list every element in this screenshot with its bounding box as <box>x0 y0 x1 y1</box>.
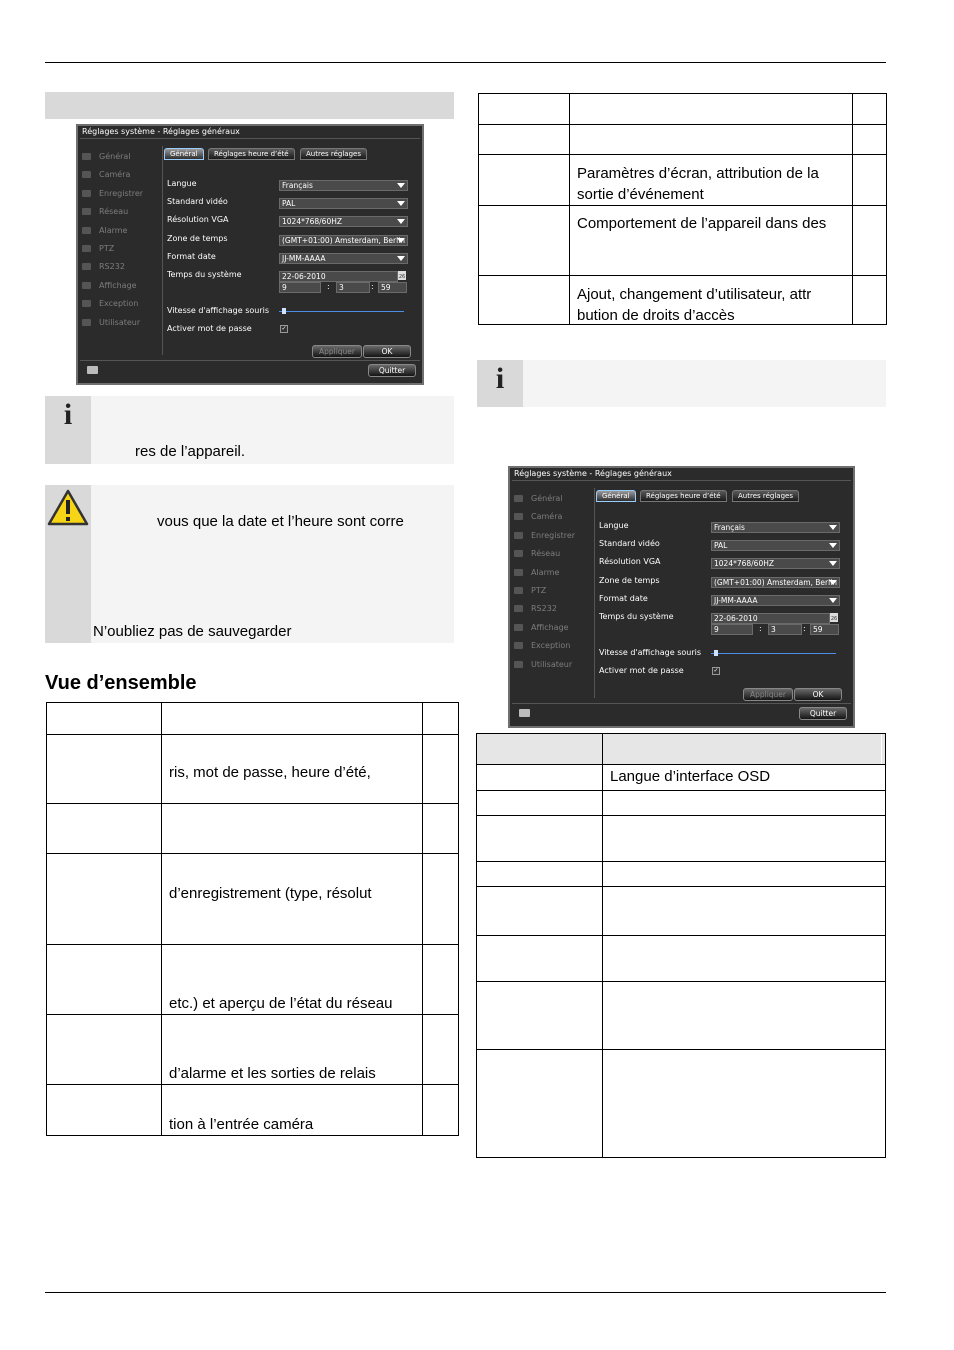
category-table <box>478 93 887 325</box>
minute-spinner[interactable]: 3 <box>336 282 370 293</box>
sidebar-item-icon <box>82 153 91 160</box>
sidebar-item-icon <box>514 605 523 612</box>
password-checkbox[interactable]: ✓ <box>281 325 287 332</box>
sidebar-divider <box>594 488 595 698</box>
tab-1[interactable]: Réglages heure d’été <box>208 148 295 160</box>
header-rule <box>45 62 886 63</box>
time-separator: : <box>371 282 374 291</box>
settings-screenshot-1 <box>76 124 424 385</box>
sidebar-item-icon <box>514 513 523 520</box>
sidebar-item-label: Général <box>99 152 131 161</box>
quit-button[interactable]: Quitter <box>368 364 416 377</box>
field-label: Langue <box>167 179 197 188</box>
sidebar-item[interactable] <box>82 299 138 308</box>
sidebar-item[interactable] <box>82 281 137 290</box>
sidebar-item[interactable] <box>514 531 575 540</box>
sidebar-item-label: Affichage <box>531 622 569 632</box>
field-label: Standard vidéo <box>167 197 228 207</box>
quit-button[interactable]: Quitter <box>799 707 847 720</box>
info-notice-2 <box>477 360 886 407</box>
chevron-down-icon <box>829 580 837 585</box>
sidebar-item[interactable] <box>82 170 130 179</box>
sidebar-item[interactable] <box>514 494 563 503</box>
chevron-down-icon <box>397 219 405 224</box>
tab-2[interactable]: Autres réglages <box>732 490 799 502</box>
field-label: Standard vidéo <box>599 539 660 549</box>
settings-screenshot-2 <box>508 466 855 728</box>
field-label: Format date <box>167 251 216 261</box>
sidebar-item[interactable] <box>514 623 569 632</box>
sidebar-item[interactable] <box>514 549 560 558</box>
table-cell: Langue d’interface OSD <box>610 768 771 785</box>
apply-button[interactable]: Appliquer <box>743 688 793 701</box>
settings-table <box>476 733 886 1158</box>
sidebar-item-icon <box>514 532 523 539</box>
chevron-down-icon <box>397 201 405 206</box>
chevron-down-icon <box>397 256 405 261</box>
sidebar-item-icon <box>82 190 91 197</box>
sidebar-item-label: Enregistrer <box>99 188 144 198</box>
warning-notice-text-2: N’oubliez pas de sauvegarder <box>93 623 292 640</box>
sidebar-item-icon <box>82 245 91 252</box>
title-divider <box>512 480 851 481</box>
ok-button[interactable]: OK <box>363 345 411 358</box>
sidebar-item[interactable] <box>514 586 546 595</box>
field-label: Résolution VGA <box>599 557 661 567</box>
sidebar-item[interactable] <box>82 262 125 271</box>
table-cell: tion à l’entrée caméra <box>169 1116 314 1133</box>
field-label: Activer mot de passe <box>599 666 684 675</box>
field-label: Temps du système <box>599 612 674 621</box>
chevron-down-icon <box>829 561 837 566</box>
sidebar-item[interactable] <box>514 660 572 669</box>
table-cell: ris, mot de passe, heure d’été, <box>169 764 371 781</box>
sidebar-item-icon <box>514 495 523 502</box>
sidebar-item-label: Enregistrer <box>531 530 576 540</box>
tab-2[interactable]: Autres réglages <box>300 148 367 160</box>
sidebar-item[interactable] <box>82 244 114 253</box>
sidebar-item[interactable] <box>82 207 128 216</box>
warning-notice <box>45 485 454 643</box>
field-label: Format date <box>599 593 648 603</box>
settings-table-header <box>477 734 885 764</box>
table-cell: d’alarme et les sorties de relais <box>169 1065 376 1082</box>
mouse-speed-slider[interactable] <box>279 311 404 312</box>
sidebar-item-icon <box>82 282 91 289</box>
sidebar-item-label: PTZ <box>531 586 547 595</box>
second-spinner[interactable]: 59 <box>810 624 839 635</box>
field-select[interactable]: Français <box>279 180 408 191</box>
slider-handle[interactable] <box>282 308 286 314</box>
sidebar-item[interactable] <box>82 189 143 198</box>
field-select[interactable]: JJ-MM-AAAA <box>279 253 408 264</box>
sidebar-item-label: Alarme <box>99 225 128 235</box>
sidebar-item-icon <box>514 587 523 594</box>
table-cell: Paramètres d’écran, attribution de la sortie d’événement <box>577 165 819 203</box>
table-cell: Comportement de l’appareil dans des <box>577 215 827 232</box>
sidebar-item-label: PTZ <box>99 244 115 253</box>
field-label: Vitesse d'affichage souris <box>599 648 702 657</box>
sidebar-item-label: Réseau <box>99 207 129 217</box>
sidebar-item-label: Exception <box>99 299 139 309</box>
sidebar-item[interactable] <box>514 604 557 613</box>
sidebar-item-label: Utilisateur <box>531 659 573 669</box>
warning-notice-text-1: vous que la date et l’heure sont corre <box>157 513 404 530</box>
sidebar-item[interactable] <box>82 152 131 161</box>
tab-0[interactable]: Général <box>596 490 636 502</box>
ok-button[interactable]: OK <box>794 688 842 701</box>
field-label: Résolution VGA <box>167 215 229 225</box>
field-select[interactable]: 1024*768/60HZ <box>711 558 840 569</box>
field-label: Vitesse d'affichage souris <box>167 306 270 315</box>
sidebar-item-label: Alarme <box>531 567 560 577</box>
sidebar-item-icon <box>82 263 91 270</box>
time-separator: : <box>759 624 762 633</box>
date-field[interactable]: 22-06-2010 <box>279 271 398 282</box>
section-heading-bar <box>45 92 454 119</box>
minute-spinner[interactable]: 3 <box>768 624 802 635</box>
sidebar-item-label: Utilisateur <box>99 317 141 327</box>
sidebar-item-label: Caméra <box>531 512 563 522</box>
sidebar-item[interactable] <box>82 318 140 327</box>
slider-handle[interactable] <box>714 650 718 656</box>
chevron-down-icon <box>397 238 405 243</box>
sidebar-item-icon <box>514 550 523 557</box>
info-notice <box>45 396 454 464</box>
overview-table <box>46 702 459 1136</box>
section-heading: Vue d’ensemble <box>45 672 197 694</box>
calendar-icon[interactable]: 26 <box>830 613 838 622</box>
field-label: Temps du système <box>167 270 242 279</box>
sidebar-item-label: RS232 <box>531 604 557 614</box>
field-label: Zone de temps <box>599 575 660 585</box>
sidebar-item-icon <box>82 300 91 307</box>
field-label: Zone de temps <box>167 233 228 243</box>
field-select[interactable]: PAL <box>711 540 840 551</box>
calendar-icon[interactable]: 26 <box>398 271 406 280</box>
chevron-down-icon <box>829 525 837 530</box>
sidebar-item-label: RS232 <box>99 262 125 272</box>
footer-divider <box>80 360 420 361</box>
warning-icon <box>47 489 89 527</box>
time-separator: : <box>327 282 330 291</box>
info-icon: i <box>495 362 505 395</box>
sidebar-item-icon <box>514 624 523 631</box>
apply-button[interactable]: Appliquer <box>312 345 362 358</box>
field-select[interactable]: 1024*768/60HZ <box>279 216 408 227</box>
sidebar-item-icon <box>82 208 91 215</box>
sidebar-item[interactable] <box>514 568 559 577</box>
sidebar-item-label: Caméra <box>99 170 131 180</box>
info-notice-text: res de l’appareil. <box>135 443 246 460</box>
sidebar-item-icon <box>82 319 91 326</box>
sidebar-item-icon <box>514 569 523 576</box>
field-select[interactable]: PAL <box>279 198 408 209</box>
sidebar-item[interactable] <box>82 226 127 235</box>
second-spinner[interactable]: 59 <box>378 282 407 293</box>
hour-spinner[interactable]: 9 <box>279 282 321 293</box>
sidebar-item-label: Réseau <box>531 549 561 559</box>
table-cell: d’enregistrement (type, résolut <box>169 885 372 902</box>
table-cell: etc.) et aperçu de l’état du réseau <box>169 995 393 1012</box>
chevron-down-icon <box>397 183 405 188</box>
chevron-down-icon <box>829 598 837 603</box>
table-cell: Ajout, changement d’utilisateur, attr bution de droits d’accès <box>577 286 812 324</box>
window-title: Réglages système - Réglages généraux <box>514 469 672 478</box>
sidebar-item-label: Exception <box>531 641 571 651</box>
window-title: Réglages système - Réglages généraux <box>82 127 240 136</box>
footer-icon[interactable] <box>87 366 98 374</box>
field-label: Langue <box>599 521 629 530</box>
date-field[interactable]: 22-06-2010 <box>711 613 830 624</box>
field-label: Activer mot de passe <box>167 324 252 333</box>
sidebar-item-icon <box>514 661 523 668</box>
footer-divider <box>512 703 851 704</box>
field-select[interactable]: (GMT+01:00) Amsterdam, Berlin <box>711 577 840 588</box>
tab-1[interactable]: Réglages heure d’été <box>640 490 727 502</box>
time-separator: : <box>803 624 806 633</box>
sidebar-item[interactable] <box>514 512 562 521</box>
tab-0[interactable]: Général <box>164 148 204 160</box>
sidebar-item-icon <box>82 171 91 178</box>
sidebar-item[interactable] <box>514 641 570 650</box>
field-select[interactable]: Français <box>711 522 840 533</box>
footer-icon[interactable] <box>519 709 530 717</box>
chevron-down-icon <box>829 543 837 548</box>
sidebar-item-label: Général <box>531 494 563 503</box>
sidebar-item-icon <box>514 642 523 649</box>
sidebar-divider <box>162 146 163 355</box>
sidebar-item-label: Affichage <box>99 280 137 290</box>
title-divider <box>80 138 420 139</box>
sidebar-item-icon <box>82 227 91 234</box>
field-select[interactable]: (GMT+01:00) Amsterdam, Berlin <box>279 235 408 246</box>
info-icon: i <box>63 398 73 431</box>
hour-spinner[interactable]: 9 <box>711 624 753 635</box>
password-checkbox[interactable]: ✓ <box>713 667 719 674</box>
footer-rule <box>45 1292 886 1293</box>
field-select[interactable]: JJ-MM-AAAA <box>711 595 840 606</box>
mouse-speed-slider[interactable] <box>711 653 836 654</box>
